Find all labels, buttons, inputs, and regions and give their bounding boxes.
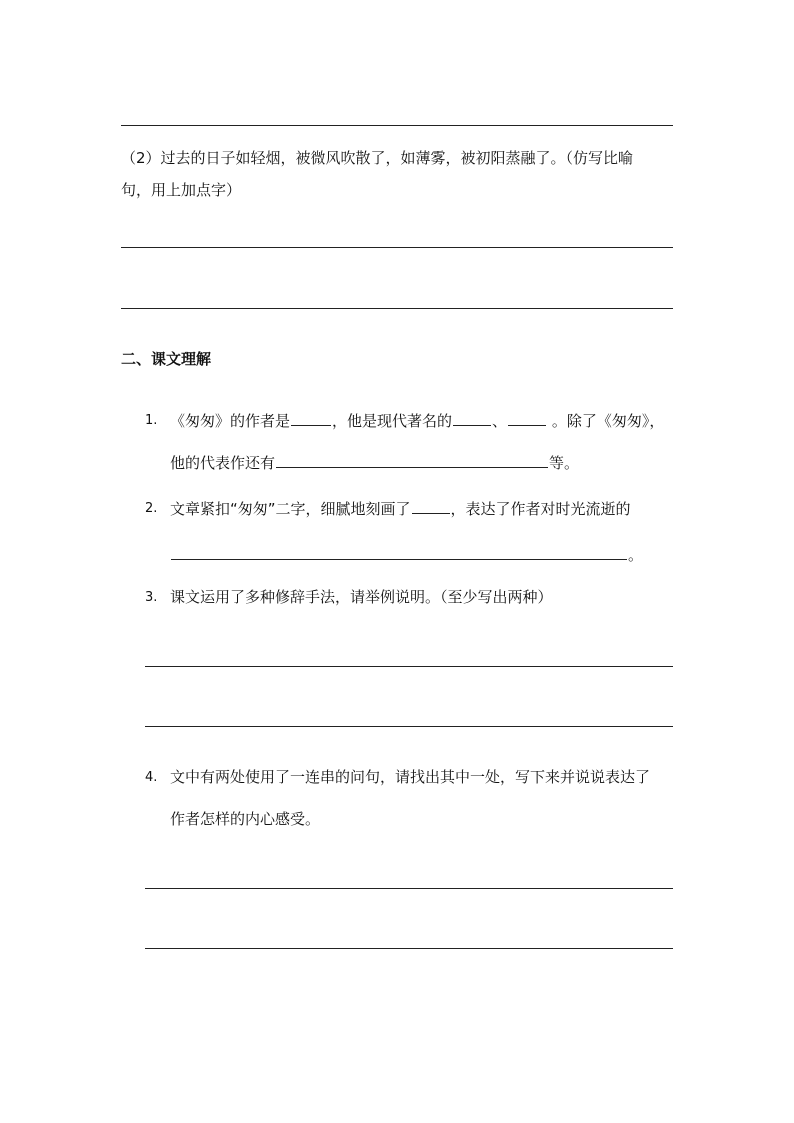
item-2-line1 (170, 498, 631, 519)
item-3-text: 课文运用了多种修辞手法，请举例说明。（至少写出两种） (170, 588, 553, 606)
item-1-text-f: 等。 (549, 454, 580, 472)
item-1-line1 (170, 410, 664, 431)
answer-line-top[interactable] (121, 125, 673, 126)
item-1-number: 1. (145, 413, 158, 428)
fill-blank-depiction[interactable] (412, 498, 450, 514)
fill-blank-identity-2[interactable] (508, 410, 546, 426)
answer-line-q2-2[interactable] (121, 308, 673, 309)
item-1-text-d: 。除了《匆匆》， (547, 412, 665, 430)
item-4-line1: 文中有两处使用了一连串的问句，请找出其中一处，写下来并说说表达了 (170, 768, 651, 786)
item-3-number: 3. (145, 590, 158, 605)
item-2-text-a: 文章紧扣“匆匆”二字，细腻地刻画了 (170, 500, 411, 518)
answer-line-item4-2[interactable] (145, 948, 673, 949)
question-2-line1: （2）过去的日子如轻烟，被微风吹散了，如薄雾，被初阳蒸融了。（仿写比喻 (121, 149, 634, 167)
fill-blank-identity-1[interactable] (453, 410, 491, 426)
item-1-text-e: 他的代表作还有 (170, 454, 276, 472)
fill-blank-works[interactable] (276, 452, 548, 468)
item-1-line2 (170, 452, 579, 473)
item-2-line2 (170, 544, 643, 565)
section-heading: 二、课文理解 (121, 350, 212, 368)
answer-line-q2-1[interactable] (121, 247, 673, 248)
item-1-text-a: 《匆匆》的作者是 (170, 412, 291, 430)
item-2-text-c: 。 (628, 546, 644, 564)
answer-line-item4-1[interactable] (145, 888, 673, 889)
answer-line-item3-1[interactable] (145, 666, 673, 667)
item-2-number: 2. (145, 501, 158, 516)
fill-blank-feeling[interactable] (171, 544, 627, 560)
fill-blank-author[interactable] (291, 410, 331, 426)
answer-line-item3-2[interactable] (145, 726, 673, 727)
item-1-text-b: ，他是现代著名的 (332, 412, 453, 430)
question-2-line2: 句，用上加点字） (121, 181, 242, 199)
item-4-number: 4. (145, 770, 158, 785)
item-1-text-c: 、 (492, 412, 508, 430)
item-4-line2: 作者怎样的内心感受。 (170, 810, 321, 828)
item-2-text-b: ，表达了作者对时光流逝的 (450, 500, 631, 518)
